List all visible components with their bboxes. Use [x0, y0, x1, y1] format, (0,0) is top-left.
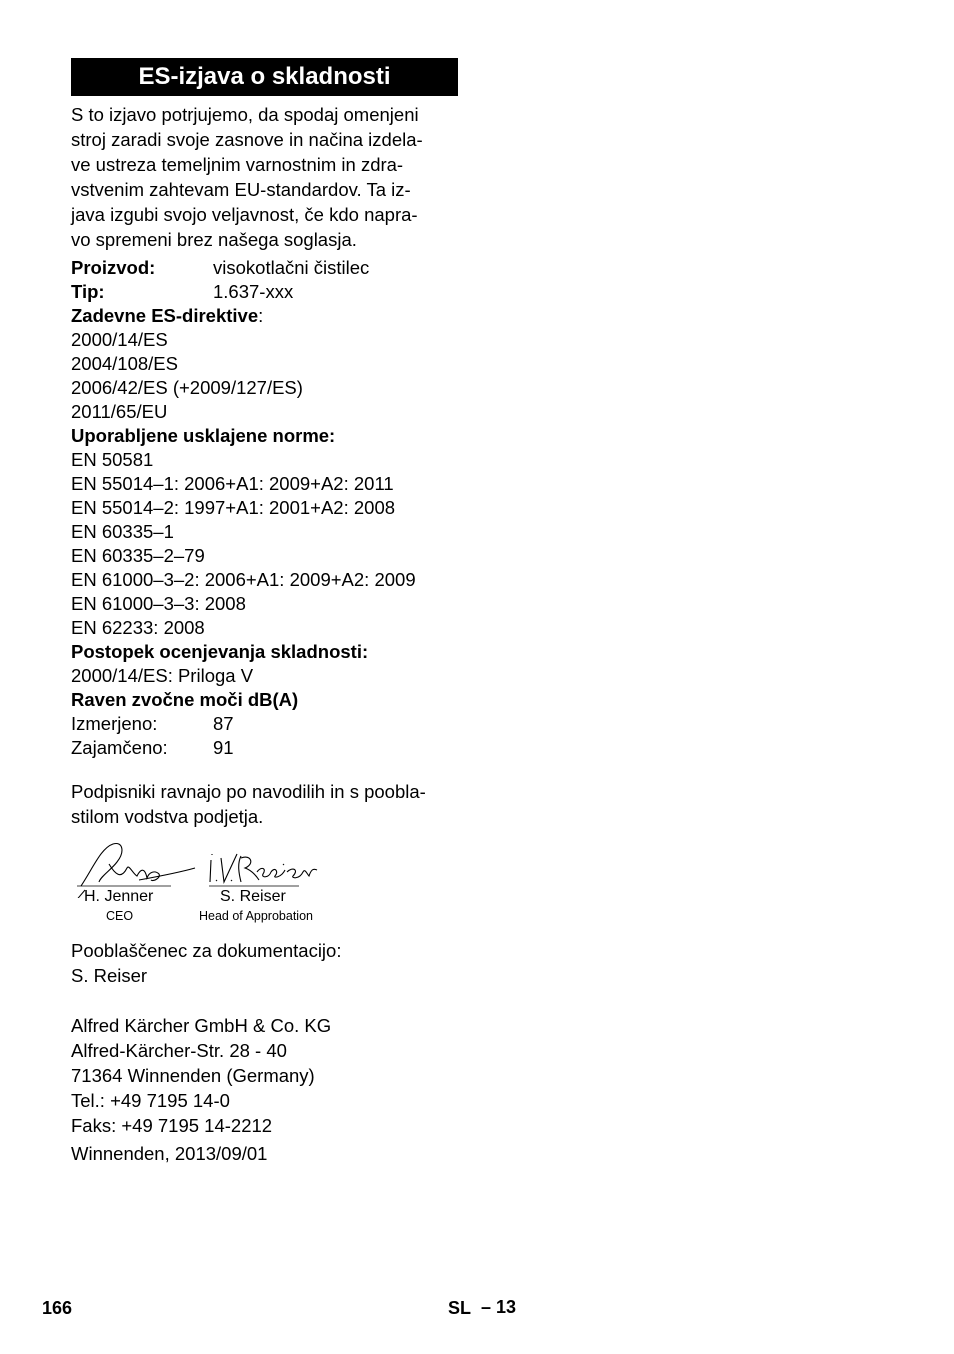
sound-guaranteed-row — [71, 736, 471, 760]
reiser-signature — [210, 854, 317, 882]
signers-note — [71, 779, 471, 829]
intro-line: S to izjavo potrjujemo, da spodaj omenjeni — [71, 104, 419, 125]
language-code: SL — [448, 1298, 472, 1318]
norm-item: EN 62233: 2008 — [71, 617, 205, 638]
intro-line: vstvenim zahtevam EU-standardov. Ta iz- — [71, 179, 411, 200]
sound-guaranteed-value: 91 — [213, 737, 234, 758]
company-address — [71, 1013, 471, 1138]
signer-name-jenner: H. Jenner — [84, 888, 154, 905]
documentation-block — [71, 938, 471, 988]
sound-measured-value: 87 — [213, 713, 234, 734]
section-page-number: – 13 — [481, 1297, 517, 1317]
procedure-heading: Postopek ocenjevanja skladnosti: — [71, 641, 369, 662]
intro-line: ve ustreza temeljnim varnostnim in zdra- — [71, 154, 404, 175]
place-date — [71, 1141, 471, 1166]
procedure-value: 2000/14/ES: Priloga V — [71, 665, 254, 686]
type-row — [71, 280, 471, 304]
sound-guaranteed-label: Zajamčeno: — [71, 737, 168, 758]
directive-item: 2011/65/EU — [71, 401, 168, 422]
company-line: Alfred Kärcher GmbH & Co. KG — [71, 1015, 332, 1036]
norm-item: EN 55014–2: 1997+A1: 2001+A2: 2008 — [71, 497, 396, 518]
page-title: ES-izjava o skladnosti — [71, 58, 458, 96]
jenner-signature — [81, 843, 195, 886]
place-date-text: Winnenden, 2013/09/01 — [71, 1143, 268, 1164]
product-value: visokotlačni čistilec — [213, 257, 370, 278]
product-row — [71, 256, 471, 280]
intro-line: vo spremeni brez našega soglasja. — [71, 229, 357, 250]
declaration-details — [71, 256, 471, 760]
directive-item: 2004/108/ES — [71, 353, 178, 374]
intro-line: java izgubi svojo veljavnost, če kdo napra- — [71, 204, 418, 225]
directives-heading — [71, 304, 471, 328]
sound-measured-row — [71, 712, 471, 736]
company-line: Alfred-Kärcher-Str. 28 - 40 — [71, 1040, 287, 1061]
norm-item: EN 60335–1 — [71, 521, 174, 542]
norm-item: EN 61000–3–2: 2006+A1: 2009+A2: 2009 — [71, 569, 416, 590]
intro-line: stroj zaradi svoje zasnove in načina izdela- — [71, 129, 423, 150]
norms-heading: Uporabljene usklajene norme: — [71, 425, 336, 446]
norm-item: EN 61000–3–3: 2008 — [71, 593, 246, 614]
norm-item: EN 50581 — [71, 449, 154, 470]
signer-role-jenner: CEO — [106, 909, 134, 923]
directive-item: 2006/42/ES (+2009/127/ES) — [71, 377, 303, 398]
signers-note-line: stilom vodstva podjetja. — [71, 806, 264, 827]
signers-note-line: Podpisniki ravnajo po navodilih in s poobla- — [71, 781, 426, 802]
norm-item: EN 55014–1: 2006+A1: 2009+A2: 2011 — [71, 473, 394, 494]
sound-heading: Raven zvočne moči dB(A) — [71, 689, 299, 710]
directives-heading-text: Zadevne ES-direktive — [71, 305, 259, 326]
company-line: Tel.: +49 7195 14-0 — [71, 1090, 230, 1111]
directive-item: 2000/14/ES — [71, 329, 168, 350]
documentation-name: S. Reiser — [71, 965, 148, 986]
norm-item: EN 60335–2–79 — [71, 545, 205, 566]
signer-role-reiser: Head of Approbation — [199, 909, 313, 923]
signature-block — [71, 838, 371, 928]
page-number: 166 — [42, 1298, 73, 1318]
product-label: Proizvod: — [71, 257, 156, 278]
company-line: 71364 Winnenden (Germany) — [71, 1065, 315, 1086]
directives-heading-colon: : — [258, 305, 264, 326]
intro-paragraph — [71, 102, 471, 252]
signer-name-reiser: S. Reiser — [220, 888, 286, 905]
type-value: 1.637-xxx — [213, 281, 294, 302]
type-label: Tip: — [71, 281, 105, 302]
company-line: Faks: +49 7195 14-2212 — [71, 1115, 273, 1136]
sound-measured-label: Izmerjeno: — [71, 713, 158, 734]
documentation-label: Pooblaščenec za dokumentacijo: — [71, 940, 342, 961]
